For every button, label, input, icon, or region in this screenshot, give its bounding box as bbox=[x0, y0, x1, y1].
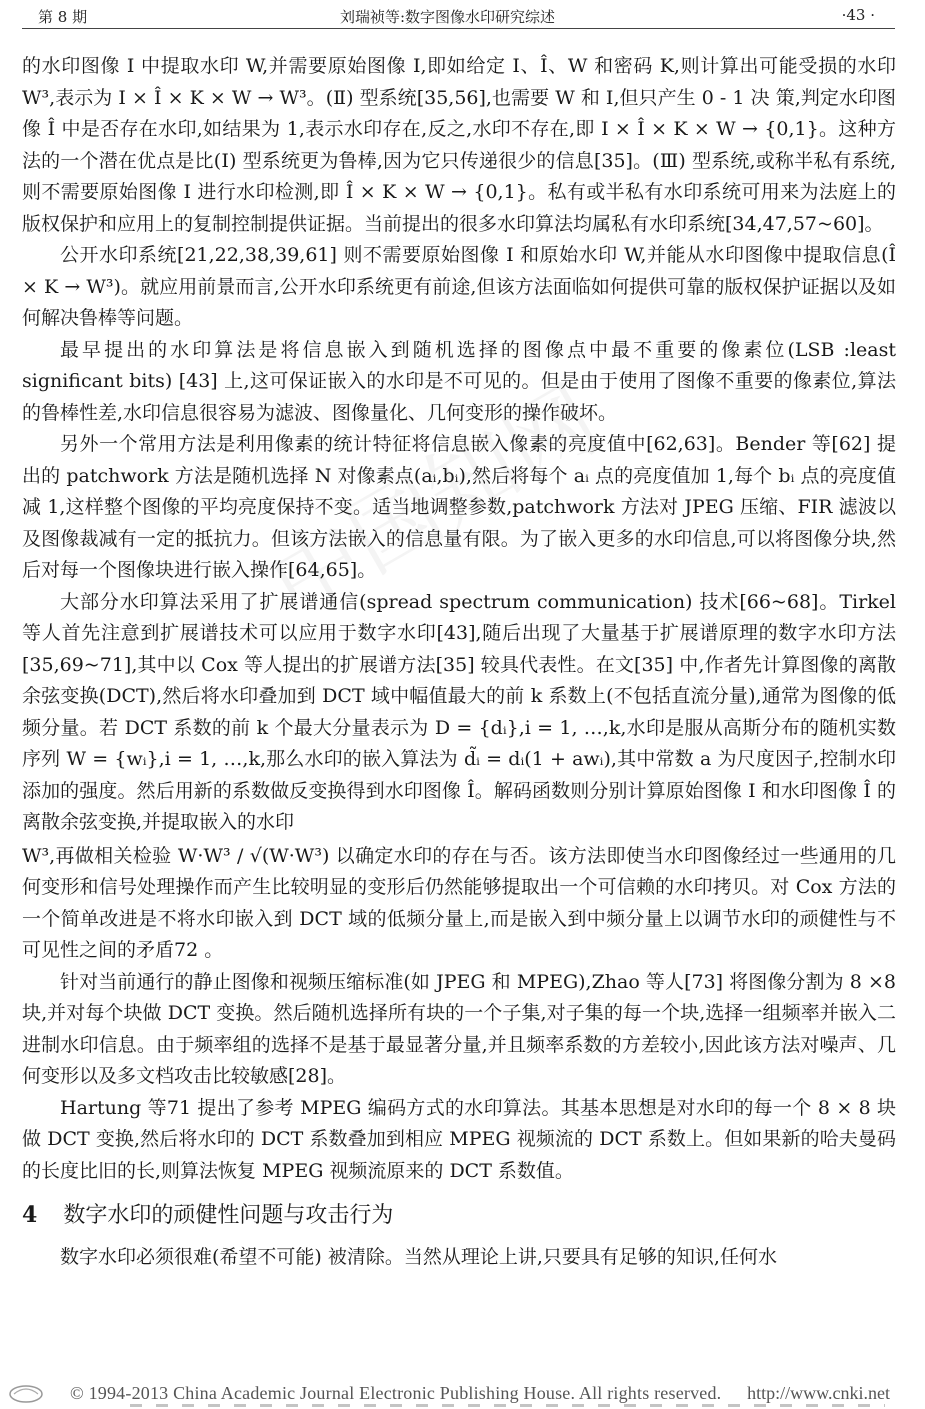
paragraph-zhao: 针对当前通行的静止图像和视频压缩标准(如 JPEG 和 MPEG),Zhao 等人[73] 将图像分割为 8 ×8 块,并对每个块做 DCT 变换。然后随机选择所有块的一个子集,对子集的每一个块,选择一组频率并嵌入二进制水印信息。由于频率组的选择不是基于最显著分量,并且频率系数的方差较小,因此该方法对噪声、几何变形以及多文档攻击比较敏感[28]。 bbox=[22, 970, 896, 1087]
cnki-link[interactable]: http://www.cnki.net bbox=[747, 1383, 890, 1403]
page-footer bbox=[0, 1378, 925, 1409]
page-number: ·43 · bbox=[841, 6, 875, 24]
paragraph-hartung: Hartung 等71 提出了参考 MPEG 编码方式的水印算法。其基本思想是对水印的每一个 8 × 8 块做 DCT 变换,然后将水印的 DCT 系数叠加到相应 MPEG 视频流的 DCT 系数上。但如果新的哈夫曼码的长度比旧的长,则算法恢复 MPEG 视频流原来的 DCT 系数值。 bbox=[22, 1096, 896, 1182]
issue-label: 第 8 期 bbox=[38, 8, 88, 26]
publisher-logo-icon bbox=[6, 1380, 46, 1406]
paragraph-lsb: 最早提出的水印算法是将信息嵌入到随机选择的图像点中最不重要的像素位(LSB :least significant bits) [43] 上,这可保证嵌入的水印是不可见的。但是由于使用了图像不重要的像素位,算法的鲁棒性差,水印信息很容易为滤波、图像量化、几何变形的操作破坏。 bbox=[22, 338, 896, 424]
section-title: 数字水印的顽健性问题与攻击行为 bbox=[63, 1203, 394, 1228]
paragraph-robustness: 数字水印必须很难(希望不可能) 被清除。当然从理论上讲,只要具有足够的知识,任何水 bbox=[60, 1246, 777, 1268]
paragraph-patchwork: 另外一个常用方法是利用像素的统计特征将信息嵌入像素的亮度值中[62,63]。Bender 等[62] 提出的 patchwork 方法是随机选择 N 对像素点(aᵢ,bᵢ),然后将每个 aᵢ 点的亮度值加 1,每个 bᵢ 点的亮度值减 1,这样整个图像的平均亮度保持不变。适当地调整参数,patchwork 方法对 JPEG 压缩、FIR 滤波以及图像裁减有一定的抵抗力。但该方法嵌入的信息量有限。为了嵌入更多的水印信息,可以将图像分块,然后对每一个图像块进行嵌入操作[64,65]。 bbox=[22, 433, 896, 581]
paragraph-public-systems: 公开水印系统[21,22,38,39,61] 则不需要原始图像 I 和原始水印 W,并能从水印图像中提取信息(Î × K → W³)。就应用前景而言,公开水印系统更有前途,但该方法面临如何提供可靠的版权保护证据以及如何解决鲁棒等问题。 bbox=[22, 244, 896, 329]
paragraph-correlation: W³,再做相关检验 W·W³ / √(W·W³) 以确定水印的存在与否。该方法即使当水印图像经过一些通用的几何变形和信号处理操作而产生比较明显的变形后仍然能够提取出一个可信赖的水印拷贝。对 Cox 方法的一个简单改进是不将水印嵌入到 DCT 域的低频分量上,而是嵌入到中频分量上以调节水印的顽健性与不可见性之间的矛盾72 。 bbox=[22, 844, 896, 961]
header-rule bbox=[22, 28, 895, 29]
footer-strip bbox=[130, 1404, 885, 1407]
section-heading bbox=[22, 1199, 896, 1232]
running-title: 刘瑞祯等:数字图像水印研究综述 bbox=[340, 8, 556, 26]
copyright-notice: © 1994-2013 China Academic Journal Electronic Publishing House. All rights reserved. bbox=[70, 1383, 722, 1403]
paragraph-spread-spectrum: 大部分水印算法采用了扩展谱通信(spread spectrum communication) 技术[66~68]。Tirkel 等人首先注意到扩展谱技术可以应用于数字水印[43],随后出现了大量基于扩展谱原理的数字水印方法[35,69~71],其中以 Cox 等人提出的扩展谱方法[35] 较具代表性。在文[35] 中,作者先计算图像的离散余弦变换(DCT),然后将水印叠加到 DCT 域中幅值最大的前 k 系数上(不包括直流分量),通常为图像的低频分量。若 DCT 系数的前 k 个最大分量表示为 D = {dᵢ},i = 1, …,k,水印是服从高斯分布的随机实数序列 W = {wᵢ},i = 1, …,k,那么水印的嵌入算法为 d̃ᵢ = dᵢ(1 + awᵢ),其中常数 a 为尺度因子,控制水印添加的强度。然后用新的系数做反变换得到水印图像 Î。解码函数则分别计算原始图像 I 和水印图像 Î 的离散余弦变换,并提取嵌入的水印 bbox=[22, 590, 896, 833]
running-header bbox=[22, 4, 895, 28]
article-body bbox=[22, 51, 896, 1274]
section-number: 4 bbox=[22, 1202, 38, 1228]
paragraph-private-systems: 的水印图像 I 中提取水印 W,并需要原始图像 I,即如给定 I、Î、W 和密码 K,则计算出可能受损的水印 W³,表示为 I × Î × K × W → W³。(Ⅱ) 型系统[35,56],也需要 W 和 I,但只产生 0 - 1 决 策,判定水印图像 Î 中是否存在水印,如结果为 1,表示水印存在,反之,水印不存在,即 I × Î × K × W → {0,1}。这种方法的一个潜在优点是比(Ⅰ) 型系统更为鲁棒,因为它只传递很少的信息[35]。(Ⅲ) 型系统,或称半私有系统,则不需要原始图像 I 进行水印检测,即 Î × K × W → {0,1}。私有或半私有水印系统可用来为法庭上的版权保护和应用上的复制控制提供证据。当前提出的很多水印算法均属私有水印系统[34,47,57~60]。 bbox=[22, 55, 896, 235]
